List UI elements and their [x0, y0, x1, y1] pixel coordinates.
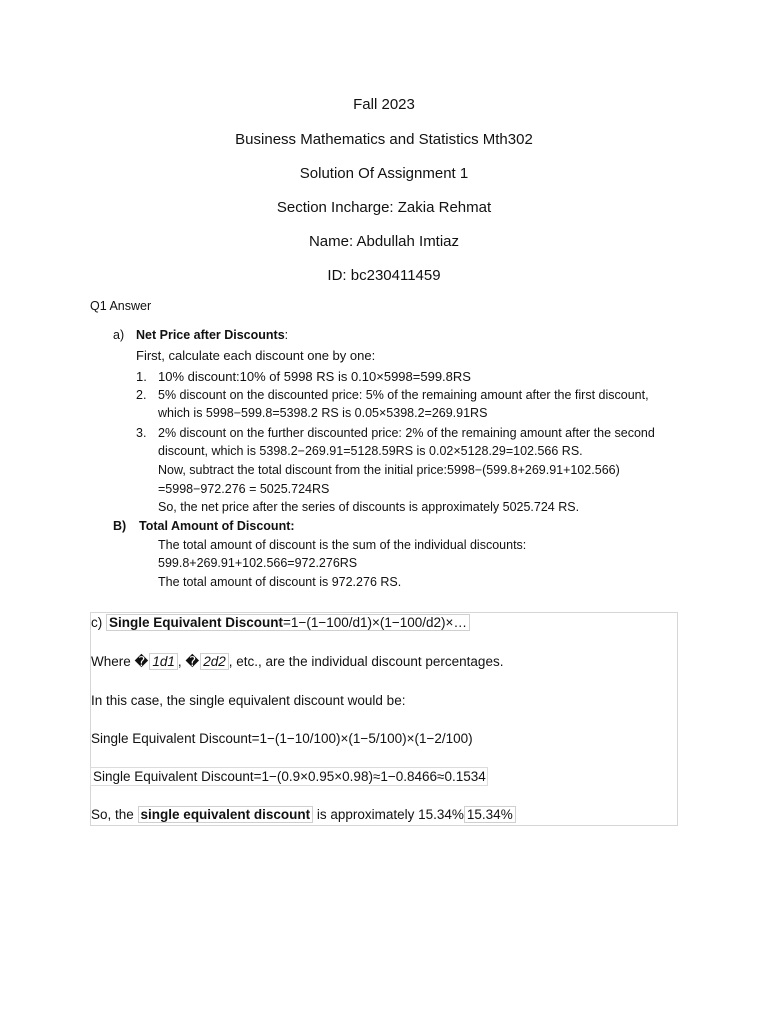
where-prefix: Where — [91, 654, 135, 669]
document-title: Solution Of Assignment 1 — [299, 165, 469, 182]
part-c-title: Single Equivalent Discount — [109, 615, 284, 630]
list-item-text: which is 5998−599.8=5398.2 RS is 0.05×5398.2=269.91RS — [158, 406, 488, 420]
part-c-block — [90, 612, 678, 826]
replacement-glyph: � — [185, 654, 200, 669]
term-heading: Fall 2023 — [353, 96, 415, 113]
part-b-title: Total Amount of Discount: — [139, 519, 295, 533]
subtract-line-2: =5998−972.276 = 5025.724RS — [158, 482, 330, 496]
final-duplicate-value: 15.34% — [464, 806, 516, 823]
final-bold-term: single equivalent discount — [138, 806, 314, 823]
d1-variable: 1d1 — [149, 653, 178, 670]
part-b-marker: B) — [113, 519, 127, 533]
part-a-title: Net Price after Discounts — [136, 328, 285, 342]
part-b-line-2: 599.8+269.91+102.566=972.276RS — [158, 556, 358, 570]
formula-step-1: Single Equivalent Discount=1−(1−10/100)×(1−5/100)×(1−2/100) — [91, 731, 473, 746]
list-item-text: 2% discount on the further discounted price: 2% of the remaining amount after the second — [158, 426, 655, 440]
final-prefix: So, the — [91, 807, 138, 822]
where-suffix: , etc., are the individual discount percentages. — [228, 654, 504, 669]
part-c-marker: c) — [91, 615, 103, 630]
list-item-text: discount, which is 5398.2−269.91=5128.59RS is 0.02×5128.29=102.566 RS. — [158, 444, 583, 458]
list-item-text: 10% discount:10% of 5998 RS is 0.10×5998=599.8RS — [158, 369, 471, 384]
part-a-conclusion: So, the net price after the series of discounts is approximately 5025.724 RS. — [158, 500, 580, 514]
part-a-heading — [136, 328, 288, 342]
where-row: Where � 1d1 , � 2d2 , etc., are the individual discount percentages. — [91, 654, 504, 669]
replacement-glyph: � — [134, 654, 149, 669]
part-a-intro: First, calculate each discount one by one: — [136, 348, 376, 363]
part-a-title-suffix: : — [284, 328, 289, 342]
d2-variable: 2d2 — [200, 653, 229, 670]
list-item-number: 1. — [136, 369, 147, 384]
formula-step-2: Single Equivalent Discount=1−(0.9×0.95×0.98)≈1−0.8466≈0.1534 — [90, 767, 488, 786]
student-id: ID: bc230411459 — [327, 267, 441, 284]
in-this-case-text: In this case, the single equivalent discount would be: — [91, 693, 406, 708]
list-item-number: 3. — [136, 426, 147, 440]
subtract-line-1: Now, subtract the total discount from the initial price:5998−(599.8+269.91+102.566) — [158, 463, 620, 477]
list-item-number: 2. — [136, 388, 147, 402]
part-b-line-3: The total amount of discount is 972.276 RS. — [158, 575, 402, 589]
q1-label: Q1 Answer — [90, 299, 152, 313]
final-answer-row — [91, 807, 516, 822]
list-item-text: 5% discount on the discounted price: 5% of the remaining amount after the first discount, — [158, 388, 649, 402]
section-incharge: Section Incharge: Zakia Rehmat — [276, 199, 492, 216]
part-c-formula-box — [106, 614, 470, 631]
final-mid: is approximately 15.34% — [313, 807, 464, 822]
part-a-marker: a) — [113, 328, 125, 342]
student-name: Name: Abdullah Imtiaz — [308, 233, 460, 250]
part-c-heading-row — [91, 615, 470, 630]
course-heading: Business Mathematics and Statistics Mth302 — [235, 131, 533, 148]
part-c-formula: =1−(1−100/d1)×(1−100/d2)×… — [283, 615, 467, 630]
part-b-line-1: The total amount of discount is the sum of the individual discounts: — [158, 538, 527, 552]
